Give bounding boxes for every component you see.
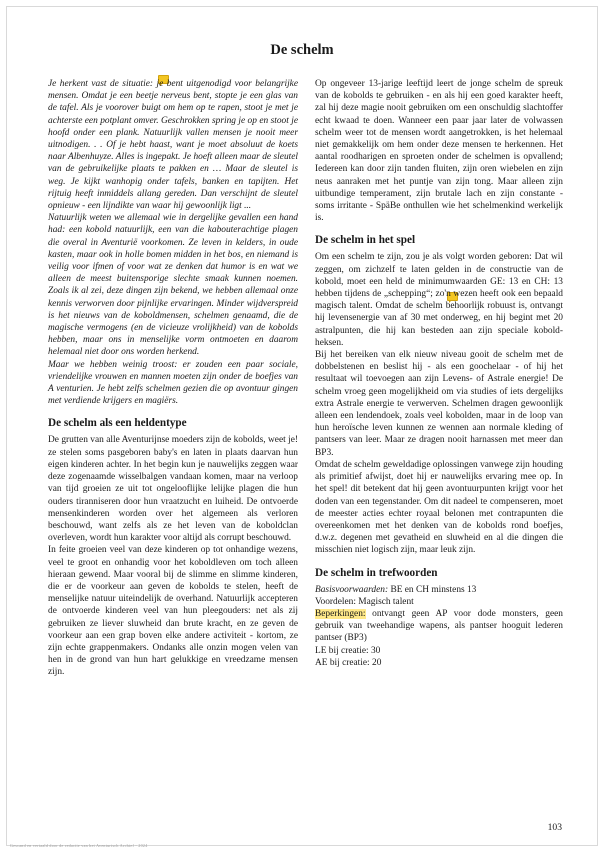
section-heading: De schelm als een heldentype <box>48 417 187 430</box>
keyword-beperkingen-value: ontvangt geen AP voor dode monsters, geen gebruik van tweehandige wapens, als pantser hooguit lederen pantser (BP3) <box>315 608 563 644</box>
keyword-basis-value: BE en CH minstens 13 <box>388 584 477 595</box>
section-heading: De schelm in trefwoorden <box>315 566 438 579</box>
keyword-list <box>315 584 563 669</box>
section-heading: De schelm in het spel <box>315 234 416 247</box>
body-paragraph: Op ongeveer 13-jarige leeftijd leert de jonge schelm de spreuk van de kobolds te gebruiken - en als hij een goed karakter heeft, zal hij deze magie nooit gebruiken om een onschuldig slachtoffer echt kwaad te doen. Wanneer een paar jaar later de volwassen schelm weer tot de mensen wordt aangetrokken, is het helemaal niet gemakkelijk om hem onder deze mensen te herkennen. Het aantal roodharigen en sproeten onder de schelmen is opvallend; Iedereen kan door zijn tanden fluiten, zijn oren wiebelen en zijn neus aanraken met het puntje van zijn tong. Maar alleen zijn uitbundige temperament, zijn brutale lach en zijn constante - soms irritante - SpäBe onthullen wie het schelmenkind werkelijk is. <box>315 79 563 224</box>
footer-text: Gescand en vertaald door de redactie van het Aventurisch Archief - 2024 <box>10 843 148 848</box>
intro-paragraph: Maar we hebben weinig troost: er zouden een paar sociale, vriendelijke vrouwen en mannen moeten zijn onder de boefjes van A venturien. Je hebt zelfs schelmen gezien die op avontuur gingen met verdiende krijgers en magiërs. <box>48 359 298 407</box>
intro-paragraph: Natuurlijk weten we allemaal wie in dergelijke gevallen een hand had: een kobold natuurlijk, een van die kabouterachtige plagen die overal in Aventurië voorkomen. Ze leven in kelders, in oude kasten, maar ook in holle bomen midden in het bos, en niemand is veilig voor ifmen of voor wat ze denken dat humor is en wat we alleen de meest buitensporige slechte smaak kunnen noemen. Zoals ik al zei, deze dingen zijn bekend, we hebben allemaal onze kennis verworven door pijnlijke ervaringen. Minder wijdverspreid is het nieuws van de koboldmensen, schelmen genaamd, die de magische vermogens (en de vicieuze vrolijkheid) van de kobolds hebben, maar ons in menselijke vorm ontmoeten en daarom helemaal niet door ons worden herkend. <box>48 213 298 358</box>
body-paragraph: In feite groeien veel van deze kinderen op tot onhandige wezens, veel te groot en onhandig voor het koboldleven om toch alleen hieraan gewend. Maar vooral bij de slimme en slimme kinderen, die er de voorkeur aan geven de kobolds te stelen, heeft de menselijke natuur uiteindelijk de overhand. Natuurlijk accepteren de ontvoerde kinderen veel van hun pleegouders: net als zij gebruiken ze liever sluwheid dan brute kracht, en ze geven de voorkeur aan een grap boven elke andere activiteit - kortom, ze zijn echte grappenmakers. Ondanks alle onzin mogen velen van hen in de grond van hun hart gelukkige en vreedzame mensen zijn. <box>48 545 298 678</box>
page-title: De schelm <box>270 42 334 58</box>
page-number: 103 <box>547 822 562 833</box>
body-paragraph: De grutten van alle Aventurijnse moeders zijn de kobolds, weet je! ze stelen soms pasgeboren baby's en laten in plaats daarvan hun eigen kinderen achter. In het begin kun je nauwelijks zeggen waar deze zogenaamde wisselbalgen vandaan komen, maar na verloop van tijd groeien ze uit tot ongelooflijke lelijke plagen die hun ouders tiranniseren door hun vraatzucht en luiheid. De ontvoerde mensenkinderen worden over het algemeen als verloren beschouwd, want zelfs als ze het leven van de koboldclan overleven, wordt hun karakter voor altijd als corrupt beschouwd. <box>48 435 298 544</box>
keyword-basis <box>315 584 563 596</box>
keyword-voordelen: Voordelen: Magisch talent <box>315 596 414 607</box>
keyword-basis-label: Basisvoorwaarden: <box>315 584 389 595</box>
keyword-beperkingen <box>315 608 563 645</box>
keyword-ae: AE bij creatie: 20 <box>315 657 382 668</box>
right-column <box>315 78 563 669</box>
keyword-beperkingen-label: Beperkingen: <box>315 608 366 619</box>
keyword-le: LE bij creatie: 30 <box>315 645 381 656</box>
left-column <box>48 78 298 679</box>
intro-paragraph: Je herkent vast de situatie: je bent uitgenodigd voor belangrijke mensen. Omdat je een beetje nerveus bent, stopte je een glas van de tafel. Als je voorover buigt om hem op te rapen, stoot je met je achterste een potplant omver. Geschrokken spring je op en stoot je hoofd onder een plank. Natuurlijk vallen mensen je nooit meer uitnodigen. . . Of je hebt haast, want je moet absoluut de koets naar Albenhuyze. Alles is ingepakt. Je hoeft alleen maar de sleutel van de gebruikelijke plaats te pakken en … Maar de sleutel is weg. Je kijkt wanhopig onder tafels, banken en tapijten. Het rijtuig heeft inmiddels allang gereden. Dan verschijnt de sleutel opnieuw - een lijndikte van waar hij gewoonlijk ligt ... <box>48 79 298 212</box>
body-paragraph: Om een schelm te zijn, zou je als volgt worden geboren: Dat wil zeggen, om zichzelf te laten gelden in de constructie van de kobold, moet een held de minimumwaarden GE: 13 en CH: 13 hebben tijdens de „schepping“; zo'n wezen heeft ook een bepaald magisch talent. Omdat de schelm behoorlijk robuust is, ontvangt hij levensenergie van af 30 met onderweg, en hij begint met 20 astralpunten, die hij kan besteden aan zijn speciale kobold-heksen. <box>315 252 563 348</box>
body-paragraph: Omdat de schelm geweldadige oplossingen vanwege zijn houding als primitief afwijst, doet hij er nauwelijks ervaring mee op. In het spel! dit betekent dat hij geen avontuurpunten krijgt voor het doden van een tegenstander. Om dit nadeel te compenseren, moet de meester acties echter royaal belonen met contrapunten die overeenkomen met het denken van de kobolds rond boefjes, d.w.z. degenen met gevatheid en sluwheid en al die dingen die misschien niet logisch zijn, maar leuk zijn. <box>315 459 563 556</box>
body-paragraph: Bij het bereiken van elk nieuw niveau gooit de schelm met de dobbelstenen en beslist hij - als een goochelaar - of hij het resultaat wil toevoegen aan zijn Levens- of Astrale energie! De schelm vroeg geen mogelijkheid om via studies of iets dergelijks extra Astrale energie te verwerven. Schelmen dragen gewoonlijk alleen een lendendoek, zoals veel kobolden, maar in de loop van hun heroïsche leven kunnen ze wennen aan normale kleding of pantsers van leer. Maar ze dragen nooit harnassen met meer dan BP3. <box>315 350 563 458</box>
intro-block <box>48 78 298 407</box>
